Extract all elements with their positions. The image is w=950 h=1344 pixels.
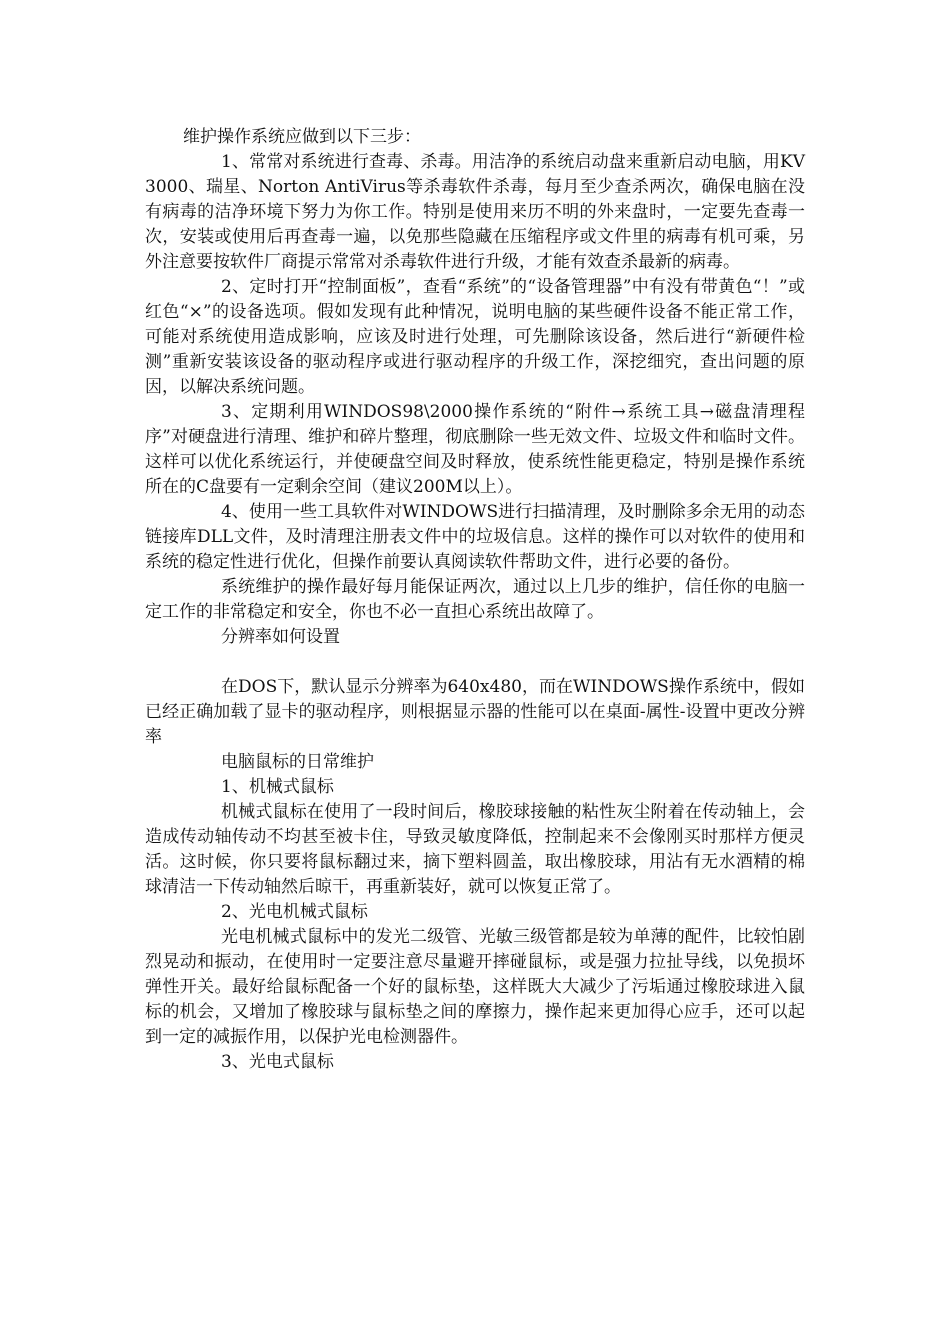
mechanical-mouse-paragraph: 机械式鼠标在使用了一段时间后，橡胶球接触的粘性灰尘附着在传动轴上，会造成传动轴传动不均甚至被卡住，导致灵敏度降低，控制起来不会像刚买时那样方便灵活。这时候，你只要将鼠标翻过来，摘下塑料圆盖，取出橡胶球，用沾有无水酒精的棉球清洁一下传动轴然后晾干，再重新装好，就可以恢复正常了。 bbox=[145, 802, 805, 897]
mechanical-mouse-heading: 1、机械式鼠标 bbox=[221, 777, 334, 797]
step3-paragraph: 3、定期利用WINDOS98\2000操作系统的“附件→系统工具→磁盘清理程序”对硬盘进行清理、维护和碎片整理，彻底删除一些无效文件、垃圾文件和临时文件。这样可以优化系统运行，并使硬盘空间及时释放，使系统性能更稳定，特别是操作系统所在的C盘要有一定剩余空间（建议200M以上）。 bbox=[145, 402, 805, 497]
step2-paragraph: 2、定时打开“控制面板”，查看“系统”的“设备管理器”中有没有带黄色“！”或红色“×”的设备选项。假如发现有此种情况，说明电脑的某些硬件设备不能正常工作，可能对系统使用造成影响，应该及时进行处理，可先删除该设备，然后进行“新硬件检测”重新安装该设备的驱动程序或进行驱动程序的升级工作，深挖细究，查出问题的原因，以解决系统问题。 bbox=[145, 277, 805, 397]
blank-line bbox=[145, 650, 805, 675]
resolution-paragraph: 在DOS下，默认显示分辨率为640x480，而在WINDOWS操作系统中，假如已经正确加载了显卡的驱动程序，则根据显示器的性能可以在桌面-属性-设置中更改分辨率 bbox=[145, 677, 805, 747]
optical-mouse-heading: 3、光电式鼠标 bbox=[221, 1052, 334, 1072]
step1-paragraph: 1、常常对系统进行查毒、杀毒。用洁净的系统启动盘来重新启动电脑，用KV3000、瑞星、Norton AntiVirus等杀毒软件杀毒，每月至少查杀两次，确保电脑在没有病毒的洁净环境下努力为你工作。特别是使用来历不明的外来盘时，一定要先查毒一次，安装或使用后再查毒一遍，以免那些隐藏在压缩程序或文件里的病毒有机可乘，另外注意要按软件厂商提示常常对杀毒软件进行升级，才能有效查杀最新的病毒。 bbox=[145, 152, 805, 272]
summary-paragraph: 系统维护的操作最好每月能保证两次，通过以上几步的维护，信任你的电脑一定工作的非常稳定和安全，你也不必一直担心系统出故障了。 bbox=[145, 577, 805, 622]
opto-mechanical-mouse-heading: 2、光电机械式鼠标 bbox=[221, 902, 368, 922]
document-body bbox=[145, 125, 805, 1075]
mouse-section-heading: 电脑鼠标的日常维护 bbox=[221, 752, 374, 772]
intro-paragraph: 维护操作系统应做到以下三步： bbox=[183, 127, 421, 147]
opto-mechanical-mouse-paragraph: 光电机械式鼠标中的发光二级管、光敏三级管都是较为单薄的配件，比较怕剧烈晃动和振动，在使用时一定要注意尽量避开摔碰鼠标，或是强力拉扯导线，以免损坏弹性开关。最好给鼠标配备一个好的鼠标垫，这样既大大减少了污垢通过橡胶球进入鼠标的机会，又增加了橡胶球与鼠标垫之间的摩擦力，操作起来更加得心应手，还可以起到一定的减振作用，以保护光电检测器件。 bbox=[145, 927, 805, 1047]
step4-paragraph: 4、使用一些工具软件对WINDOWS进行扫描清理，及时删除多余无用的动态链接库DLL文件，及时清理注册表文件中的垃圾信息。这样的操作可以对软件的使用和系统的稳定性进行优化，但操作前要认真阅读软件帮助文件，进行必要的备份。 bbox=[145, 502, 805, 572]
resolution-heading: 分辨率如何设置 bbox=[221, 627, 340, 647]
